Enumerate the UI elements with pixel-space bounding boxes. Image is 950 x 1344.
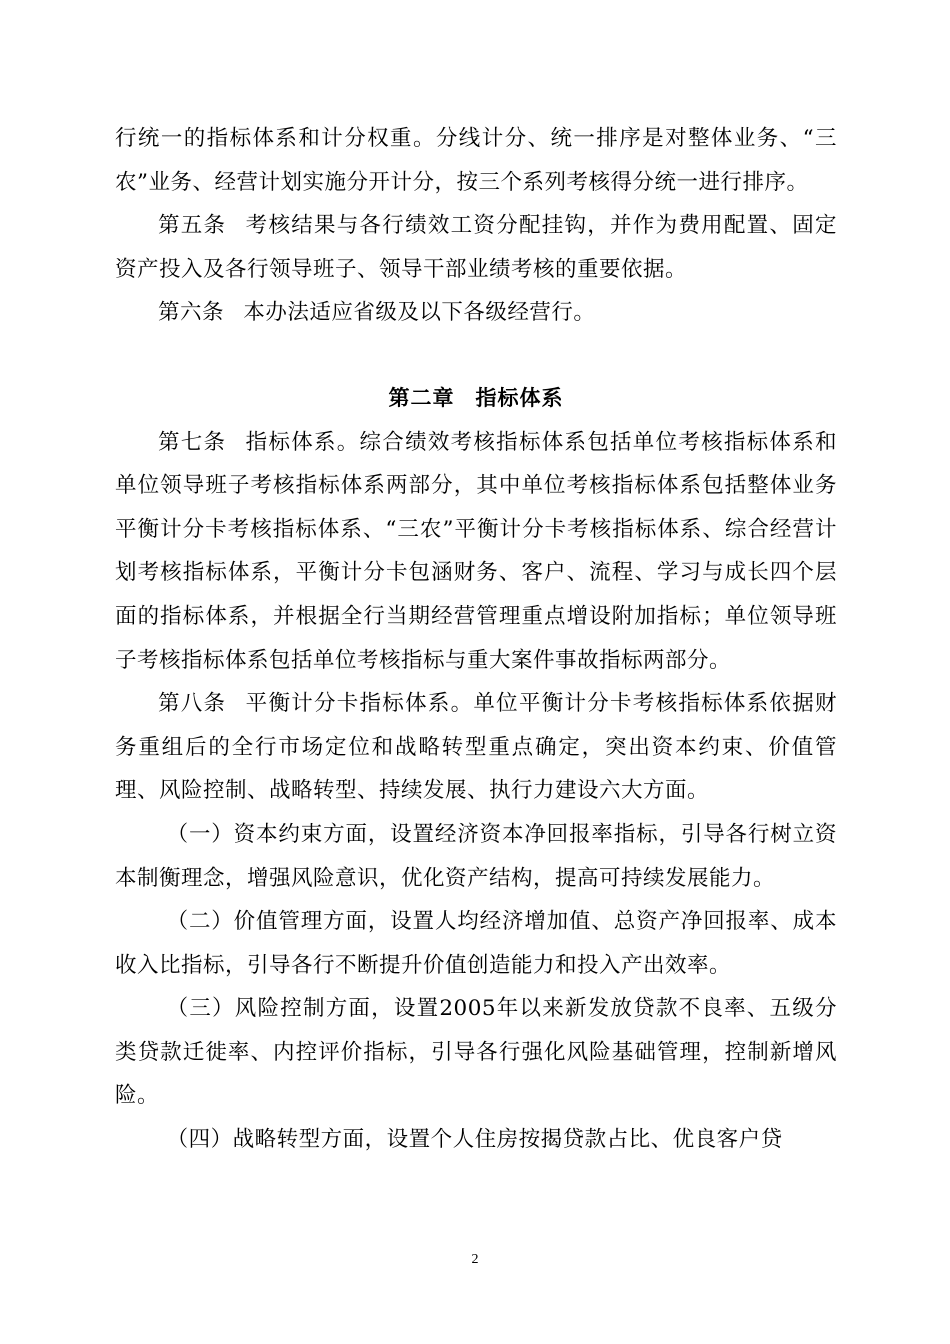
article-5-text: 考核结果与各行绩效工资分配挂钩，并作为费用配置、固定资产投入及各行领导班子、领导干部业绩考核的重要依据。: [115, 213, 837, 282]
chapter-number: 第二章: [388, 385, 455, 410]
list-item-3: （三）风险控制方面，设置2005年以来新发放贷款不良率、五级分类贷款迁徙率、内控评价指标，引导各行强化风险基础管理，控制新增风险。: [115, 996, 837, 1109]
article-5: [115, 204, 837, 291]
chapter-heading: [115, 377, 837, 421]
article-6-number: 第六条: [158, 300, 225, 326]
list-item-1: （一）资本约束方面，设置经济资本净回报率指标，引导各行树立资本制衡理念，增强风险意识，优化资产结构，提高可持续发展能力。: [115, 821, 837, 891]
article-8: [115, 682, 837, 813]
article-5-number: 第五条: [158, 213, 227, 239]
article-7: [115, 421, 837, 683]
chapter-title: 指标体系: [475, 385, 564, 410]
page-number: 2: [471, 1252, 479, 1267]
article-8-text: 平衡计分卡指标体系。单位平衡计分卡考核指标体系依据财务重组后的全行市场定位和战略转型重点确定，突出资本约束、价值管理、风险控制、战略转型、持续发展、执行力建设六大方面。: [115, 691, 837, 804]
article-7-number: 第七条: [158, 429, 227, 455]
section-gap: [115, 335, 837, 377]
list-item-4: （四）战略转型方面，设置个人住房按揭贷款占比、优良客户贷: [166, 1127, 783, 1153]
article-8-number: 第八条: [158, 691, 227, 717]
intro-paragraph: 行统一的指标体系和计分权重。分线计分、统一排序是对整体业务、“三农”业务、经营计划实施分开计分，按三个系列考核得分统一进行排序。: [115, 126, 837, 195]
article-7-text: 指标体系。综合绩效考核指标体系包括单位考核指标体系和单位领导班子考核指标体系两部分，其中单位考核指标体系包括整体业务平衡计分卡考核指标体系、“三农”平衡计分卡考核指标体系、综合经营计划考核指标体系，平衡计分卡包涵财务、客户、流程、学习与成长四个层面的指标体系，并根据全行当期经营管理重点增设附加指标；单位领导班子考核指标体系包括单位考核指标与重大案件事故指标两部分。: [115, 429, 837, 673]
article-6-text: 本办法适应省级及以下各级经营行。: [243, 300, 596, 326]
article-6: [115, 291, 837, 335]
list-item-2: （二）价值管理方面，设置人均经济增加值、总资产净回报率、成本收入比指标，引导各行不断提升价值创造能力和投入产出效率。: [115, 909, 837, 978]
document-body: [115, 117, 837, 1162]
